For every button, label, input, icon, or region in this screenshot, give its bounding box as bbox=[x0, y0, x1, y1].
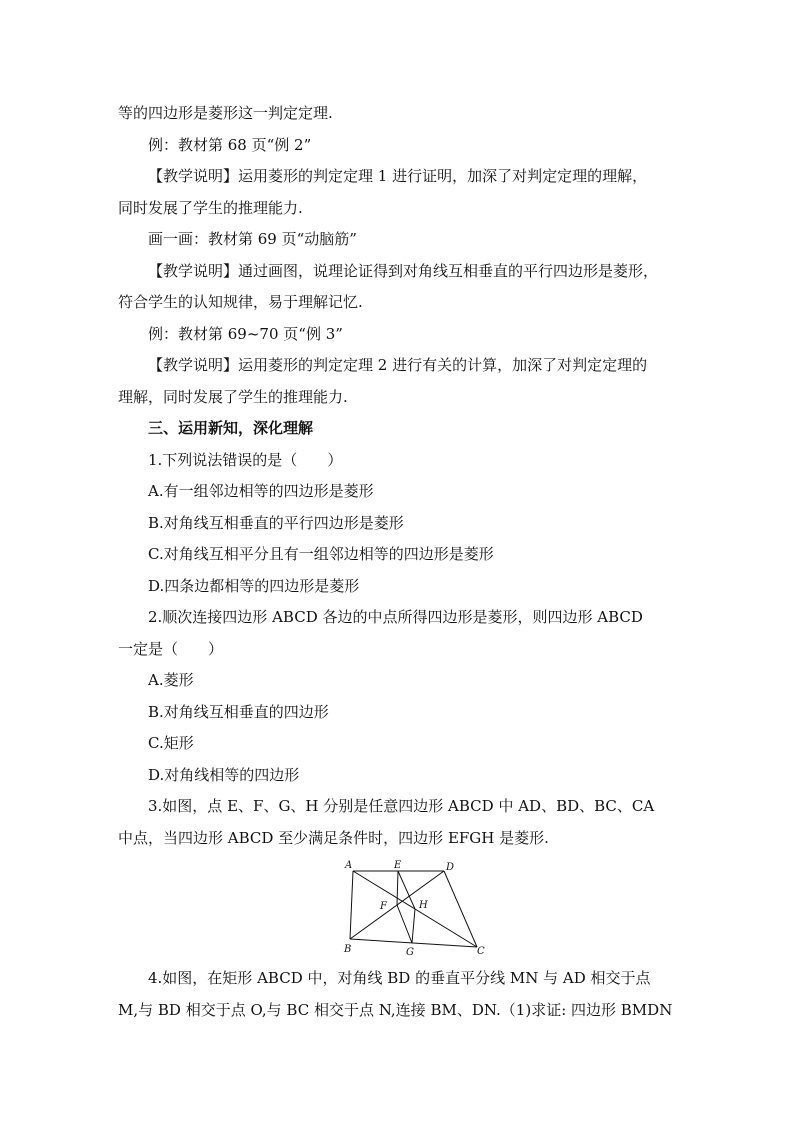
segment-hg bbox=[412, 909, 415, 943]
geometry-diagram bbox=[343, 857, 493, 957]
question-3: 3.如图，点 E、F、G、H 分别是任意四边形 ABCD 中 AD、BD、BC、CA bbox=[148, 797, 655, 815]
text-line: 理解，同时发展了学生的推理能力. bbox=[118, 387, 348, 406]
text-line: 【教学说明】运用菱形的判定定理 1 进行证明，加深了对判定定理的理解， bbox=[148, 167, 648, 185]
option-b: B.对角线互相垂直的四边形 bbox=[148, 702, 329, 721]
label-d: D bbox=[446, 862, 455, 873]
question-2-cont: 一定是（ ） bbox=[118, 639, 224, 658]
label-g: G bbox=[406, 947, 414, 957]
segment-ef bbox=[397, 871, 398, 905]
text-line: 【教学说明】运用菱形的判定定理 2 进行有关的计算，加深了对判定定理的 bbox=[148, 356, 648, 374]
option-c: C.对角线互相平分且有一组邻边相等的四边形是菱形 bbox=[148, 545, 494, 563]
option-a: A.菱形 bbox=[148, 671, 194, 689]
text-line: 例：教材第 68 页“例 2” bbox=[148, 135, 312, 154]
text-line: 画一画：教材第 69 页“动脑筋” bbox=[148, 230, 357, 248]
segment-cb bbox=[350, 939, 477, 947]
label-c: C bbox=[477, 946, 485, 957]
option-a: A.有一组邻边相等的四边形是菱形 bbox=[148, 482, 374, 500]
label-e: E bbox=[394, 860, 402, 871]
document-body bbox=[118, 98, 684, 1026]
label-a: A bbox=[345, 860, 353, 871]
question-4: 4.如图，在矩形 ABCD 中，对角线 BD 的垂直平分线 MN 与 AD 相交于点 bbox=[148, 969, 651, 987]
text-line: 例：教材第 69~70 页“例 3” bbox=[148, 324, 343, 343]
label-f: F bbox=[380, 901, 387, 912]
question-3-cont: 中点，当四边形 ABCD 至少满足条件时，四边形 EFGH 是菱形. bbox=[118, 828, 549, 847]
question-2: 2.顺次连接四边形 ABCD 各边的中点所得四边形是菱形，则四边形 ABCD bbox=[148, 608, 643, 626]
option-d: D.四条边都相等的四边形是菱形 bbox=[148, 576, 360, 595]
label-h: H bbox=[419, 900, 428, 911]
text-line: 符合学生的认知规律，易于理解记忆. bbox=[118, 293, 363, 311]
quadrilateral-figure bbox=[118, 857, 684, 961]
segment-dc bbox=[444, 871, 477, 947]
label-b: B bbox=[344, 944, 352, 955]
question-1: 1.下列说法错误的是（ ） bbox=[148, 450, 343, 469]
text-line: 【教学说明】通过画图，说理论证得到对角线互相垂直的平行四边形是菱形， bbox=[148, 261, 659, 280]
section-heading: 三、运用新知，深化理解 bbox=[148, 419, 314, 437]
option-d: D.对角线相等的四边形 bbox=[148, 765, 300, 784]
segment-fg bbox=[397, 905, 412, 943]
text-line: 等的四边形是菱形这一判定定理. bbox=[118, 104, 333, 122]
option-c: C.矩形 bbox=[148, 734, 194, 752]
option-b: B.对角线互相垂直的平行四边形是菱形 bbox=[148, 513, 404, 532]
question-4-cont: M,与 BD 相交于点 O,与 BC 相交于点 N,连接 BM、DN.（1)求证: 四边形 BMDN bbox=[118, 1000, 673, 1019]
segment-ba bbox=[350, 871, 353, 939]
text-line: 同时发展了学生的推理能力. bbox=[118, 198, 303, 217]
